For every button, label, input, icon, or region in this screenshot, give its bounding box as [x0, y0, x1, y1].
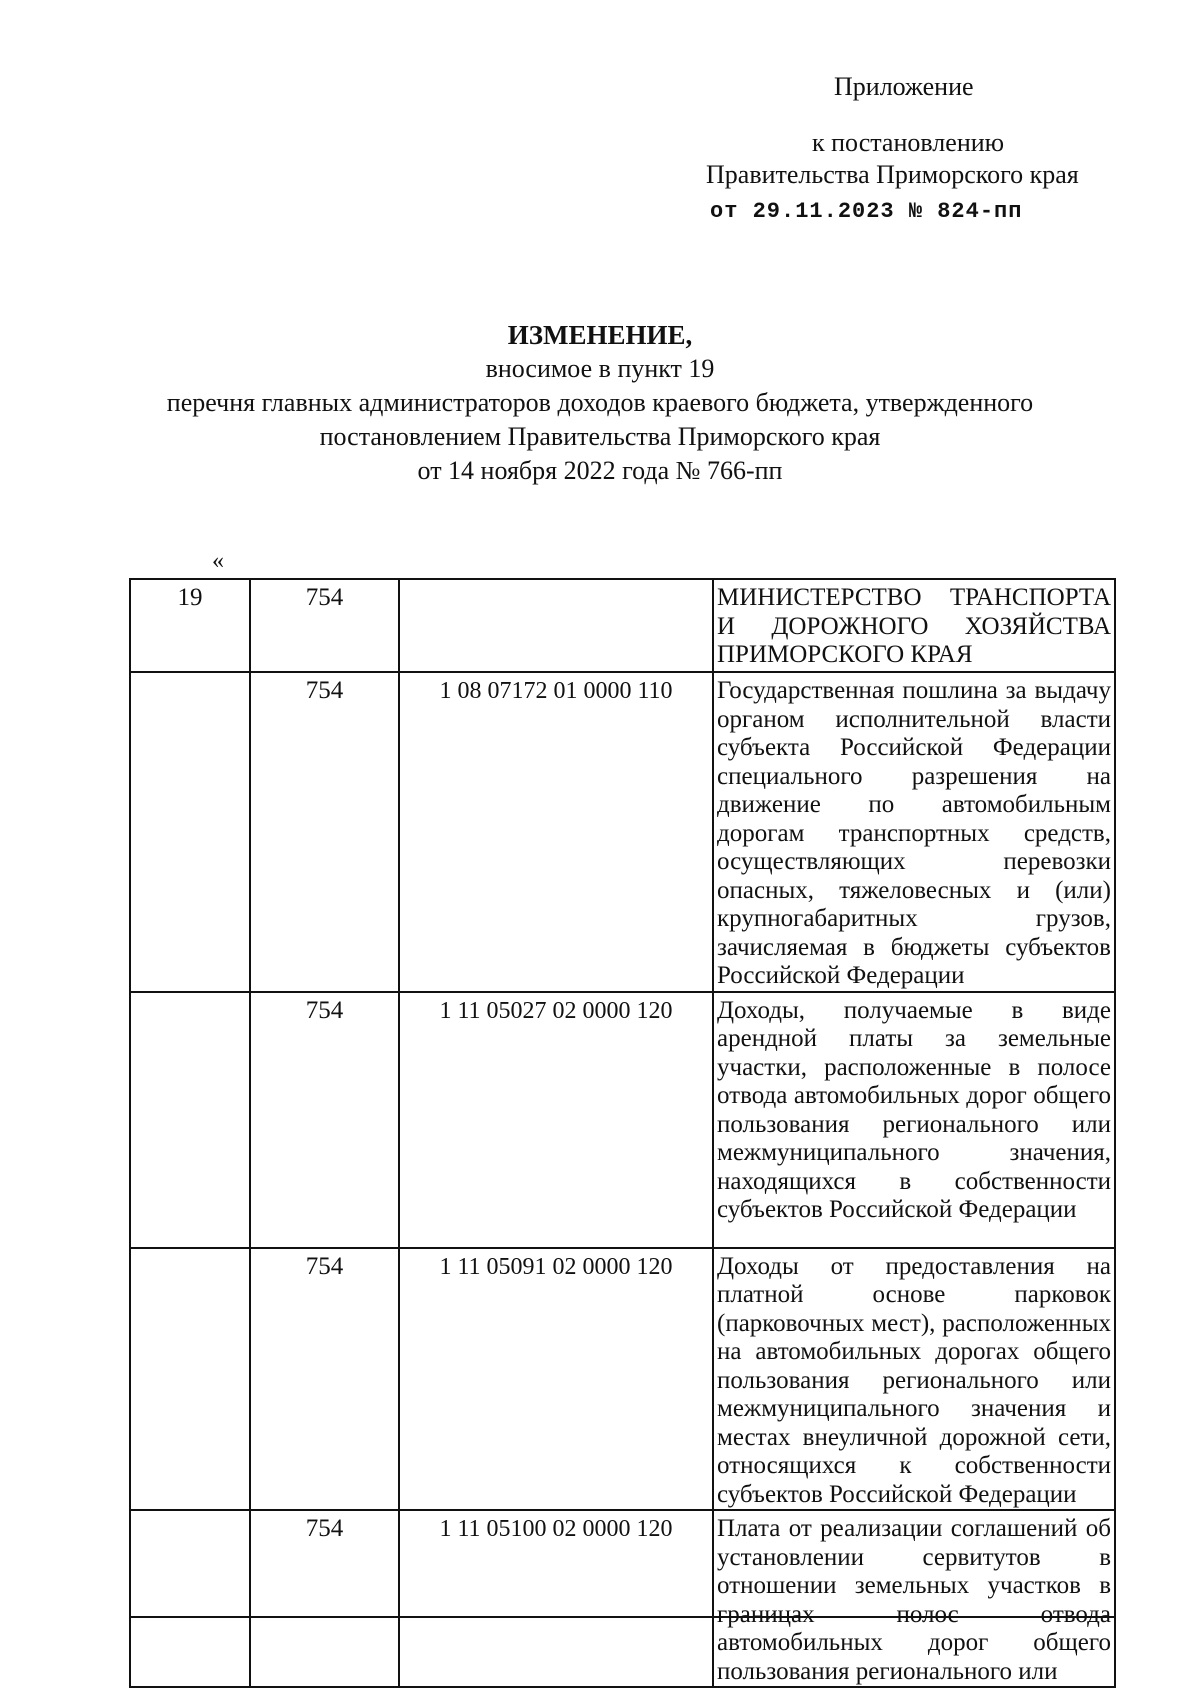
cell-admin-code: 754: [250, 1510, 399, 1687]
document-heading: [100, 318, 1100, 488]
cell-revenue-code: 1 11 05091 02 0000 120: [399, 1248, 713, 1511]
table-row: [130, 672, 1115, 992]
table-row: [130, 1510, 1115, 1687]
heading-title: ИЗМЕНЕНИЕ,: [507, 320, 693, 350]
appendix-government: Правительства Приморского края: [706, 160, 1079, 189]
cell-name: Плата от реализации соглашений об установлении сервитутов в отношении земельных участков в границах полос отвода автомобильных дорог общего пользования регионального или: [713, 1510, 1115, 1687]
table: [129, 578, 1116, 1688]
cell-revenue-code: 1 08 07172 01 0000 110: [399, 672, 713, 992]
heading-line-4: от 14 ноября 2022 года № 766-пп: [417, 456, 783, 485]
cell-admin-code: 754: [250, 672, 399, 992]
cell-admin-code: 754: [250, 1248, 399, 1511]
cell-num: [130, 1248, 250, 1511]
cell-num: [130, 1510, 250, 1687]
heading-line-1: вносимое в пункт 19: [485, 354, 715, 383]
cell-num: [130, 672, 250, 992]
revenue-admin-table: [129, 578, 1116, 1685]
cell-revenue-code: 1 11 05100 02 0000 120: [399, 1510, 713, 1687]
heading-line-2: перечня главных администраторов доходов краевого бюджета, утвержденного: [166, 388, 1034, 417]
cell-name: МИНИСТЕРСТВО ТРАНСПОРТА И ДОРОЖНОГО ХОЗЯЙСТВА ПРИМОРСКОГО КРАЯ: [713, 579, 1115, 672]
table-row: [130, 1248, 1115, 1511]
appendix-title: Приложение: [834, 72, 974, 101]
cell-revenue-code: 1 11 05027 02 0000 120: [399, 992, 713, 1248]
cell-admin-code: 754: [250, 579, 399, 672]
cell-num: [130, 992, 250, 1248]
heading-line-3: постановлением Правительства Приморского края: [319, 422, 881, 451]
cell-name: Доходы от предоставления на платной основе парковок (парковочных мест), расположенных на автомобильных дорогах общего пользования регионального или межмуниципального значения и местах внеуличной дорожной сети, относящихся к собственности субъектов Российской Федерации: [713, 1248, 1115, 1511]
appendix-to: к постановлению: [812, 128, 1005, 157]
table-row: [130, 992, 1115, 1248]
cell-num: 19: [130, 579, 250, 672]
cell-name: Государственная пошлина за выдачу органом исполнительной власти субъекта Российской Федерации специального разрешения на движение по автомобильным дорогам транспортных средств, осуществляющих перевозки опасных, тяжеловесных и (или) крупногабаритных грузов, зачисляемая в бюджеты субъектов Российской Федерации: [713, 672, 1115, 992]
cell-admin-code: 754: [250, 992, 399, 1248]
opening-quote: «: [212, 548, 224, 574]
cell-name: Доходы, получаемые в виде арендной платы за земельные участки, расположенные в полосе отвода автомобильных дорог общего пользования регионального или межмуниципального значения, находящихся в собственности субъектов Российской Федерации: [713, 992, 1115, 1248]
appendix-date-number: от 29.11.2023 № 824-пп: [710, 199, 1023, 224]
cell-revenue-code: [399, 579, 713, 672]
table-row: [130, 579, 1115, 672]
